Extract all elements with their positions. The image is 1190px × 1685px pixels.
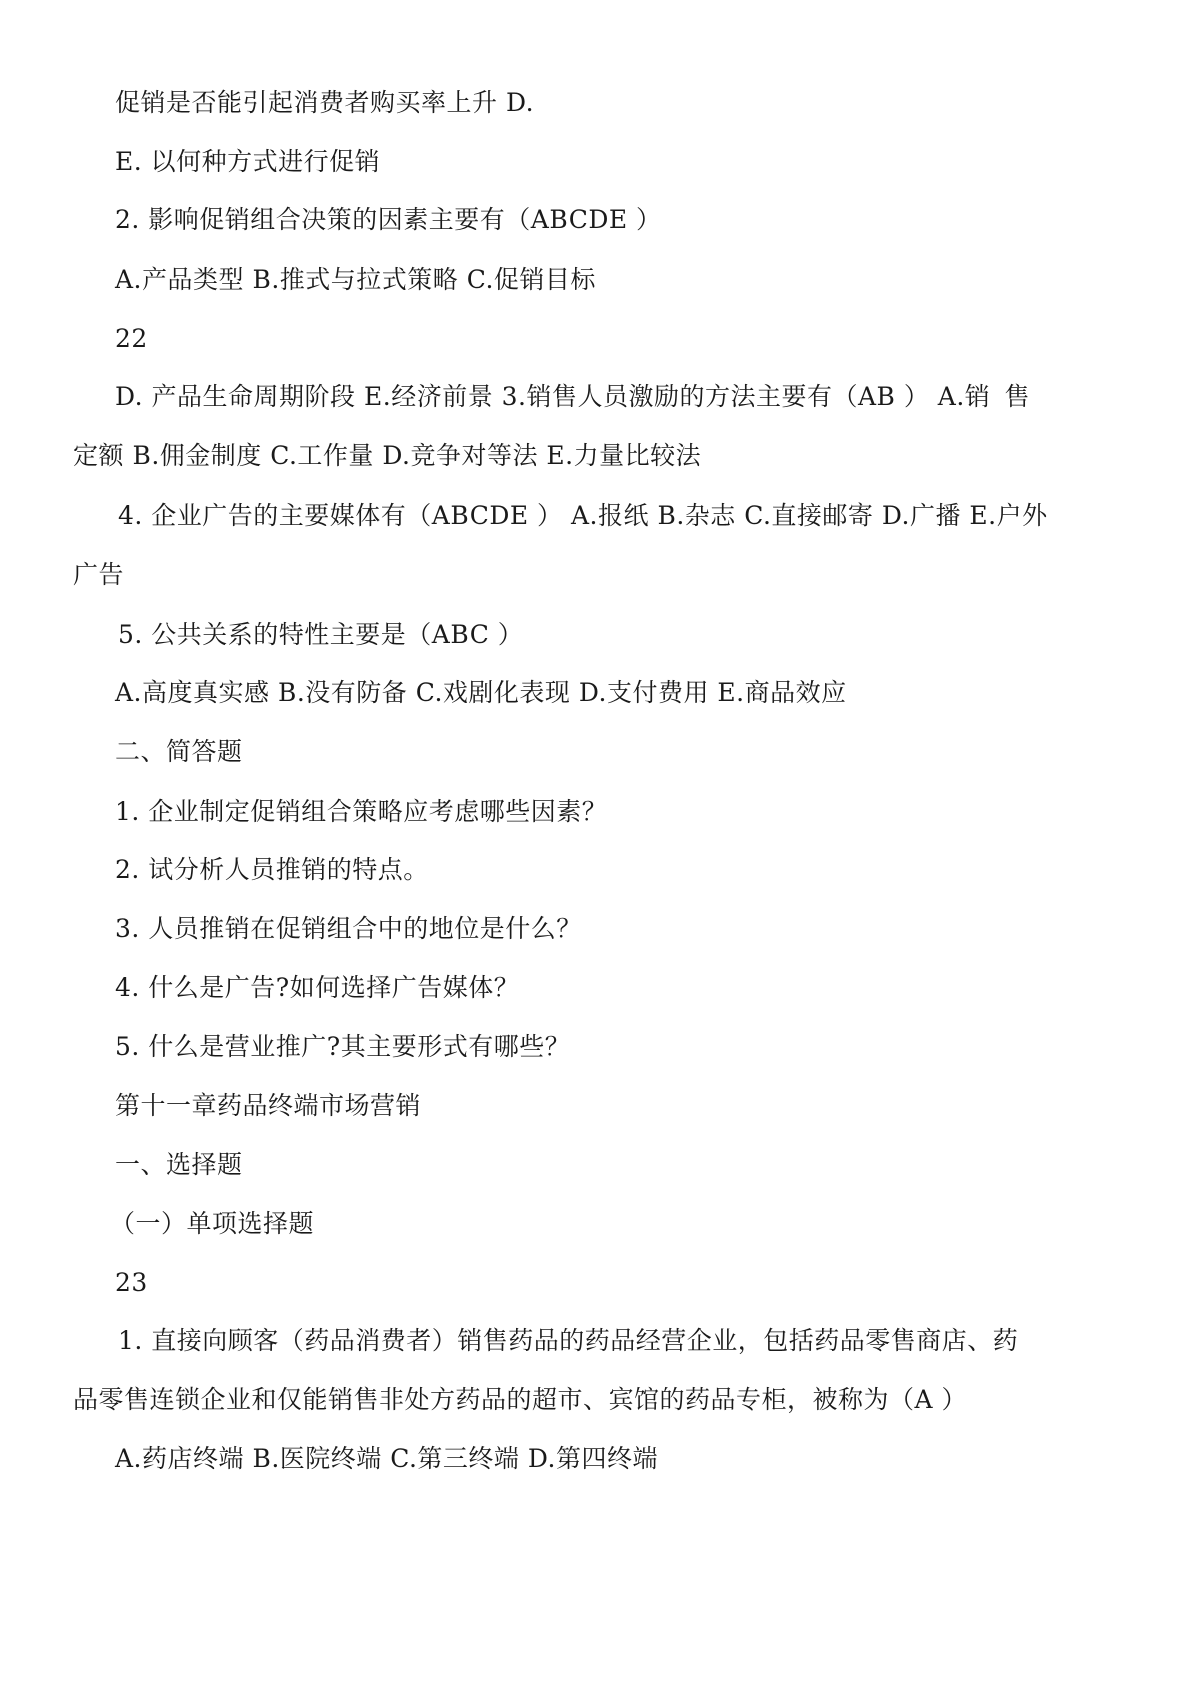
question-2: 2. 影响促销组合决策的因素主要有（ABCDE ） <box>115 205 662 234</box>
page-number-23: 23 <box>115 1268 148 1297</box>
option-e-line: E. 以何种方式进行促销 <box>115 147 381 176</box>
question-5-options: A.高度真实感 B.没有防备 C.戏剧化表现 D.支付费用 E.商品效应 <box>115 678 847 707</box>
short-answer-4: 4. 什么是广告?如何选择广告媒体？ <box>115 973 520 1002</box>
question-3-line <box>115 381 1030 413</box>
question-4-text: 4. 企业广告的主要媒体有（ABCDE ） A.报纸 B.杂志 C.直接邮寄 D.广播 E.户 <box>118 501 1023 530</box>
question-3-text-end: 售 <box>1004 382 1030 411</box>
question-5: 5. 公共关系的特性主要是（ABC ） <box>118 620 524 649</box>
question-4-line <box>118 500 1048 532</box>
question-2-options: A.产品类型 B.推式与拉式策略 C.促销目标 <box>115 265 596 294</box>
short-answer-5: 5. 什么是营业推广?其主要形式有哪些？ <box>115 1032 571 1061</box>
question-4-text-end: 外 <box>1022 501 1048 530</box>
question-1: 1. 直接向顾客（药品消费者）销售药品的药品经营企业，包括药品零售商店、药 <box>118 1326 1019 1355</box>
question-1-continuation: 品零售连锁企业和仅能销售非处方药品的超市、宾馆的药品专柜，被称为（A ） <box>73 1385 968 1414</box>
question-3-text: D. 产品生命周期阶段 E.经济前景 3.销售人员激励的方法主要有（AB ） A.销 <box>115 382 991 411</box>
section-heading-short-answer: 二、简答题 <box>115 737 243 766</box>
chapter-title: 第十一章药品终端市场营销 <box>115 1091 422 1120</box>
short-answer-1: 1. 企业制定促销组合策略应考虑哪些因素？ <box>115 797 608 826</box>
section-heading-choice: 一、选择题 <box>115 1150 243 1179</box>
subsection-heading-single-choice: （一）单项选择题 <box>110 1209 315 1238</box>
question-1-options: A.药店终端 B.医院终端 C.第三终端 D.第四终端 <box>115 1444 658 1473</box>
short-answer-3: 3. 人员推销在促销组合中的地位是什么？ <box>115 914 582 943</box>
short-answer-2: 2. 试分析人员推销的特点。 <box>115 855 429 884</box>
option-d-line: 促销是否能引起消费者购买率上升 D. <box>115 88 535 117</box>
page-number-22: 22 <box>115 324 148 353</box>
question-3-options: 定额 B.佣金制度 C.工作量 D.竞争对等法 E.力量比较法 <box>73 441 702 470</box>
question-4-continuation: 广告 <box>73 560 125 589</box>
